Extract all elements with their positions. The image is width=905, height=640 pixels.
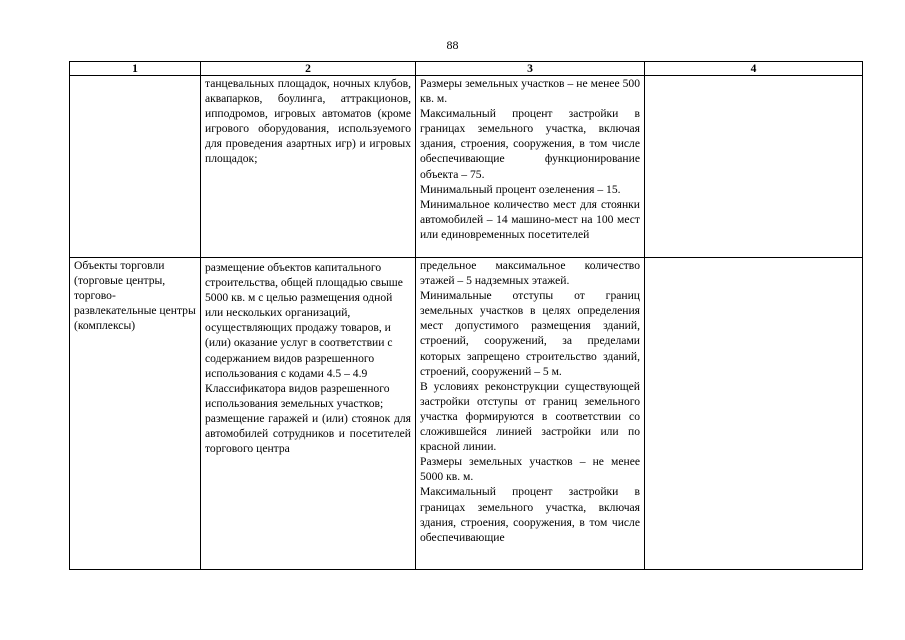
use-description-paragraph: размещение гаражей и (или) стоянок для автомобилей сотрудников и посетителей торгового центра	[205, 411, 411, 456]
parameter-paragraph: Минимальный процент озеленения – 15.	[420, 182, 621, 196]
column-header-4: 4	[645, 62, 863, 76]
parameter-paragraph: Минимальное количество мест для стоянки автомобилей – 14 машино-мест на 100 мест или единовременных посетителей	[420, 197, 640, 241]
notes-cell	[645, 258, 863, 570]
parameter-paragraph: Размеры земельных участков – не менее 5000 кв. м.	[420, 455, 640, 484]
use-description-cell	[201, 258, 416, 570]
use-description-cell	[201, 76, 416, 258]
column-header-3: 3	[416, 62, 645, 76]
parameter-paragraph: Минимальные отступы от границ земельных участков в целях определения мест допустимого размещения зданий, строений, сооружений, за пределами которых запрещено строительство зданий, строений, сооружений – 5 м.	[420, 289, 640, 378]
parameter-paragraph: предельное максимальное количество этажей – 5 надземных этажей.	[420, 259, 640, 288]
parameter-paragraph: Максимальный процент застройки в границах земельного участка, включая здания, строения, сооружения, в том числе обеспечивающие	[420, 485, 640, 544]
object-cell: Объекты торговли (торговые центры, торгово-развлекательные центры (комплексы)	[70, 258, 201, 570]
parameter-paragraph: Размеры земельных участков – не менее 500 кв. м.	[420, 77, 640, 106]
column-header-2: 2	[201, 62, 416, 76]
parameters-cell	[416, 258, 645, 570]
regulations-table	[69, 61, 863, 570]
page-number: 88	[446, 38, 459, 52]
header-row	[70, 62, 863, 76]
object-cell	[70, 76, 201, 258]
parameter-paragraph: Максимальный процент застройки в границах земельного участка, включая здания, строения, сооружения, в том числе обеспечивающие функционирование объекта – 75.	[420, 107, 640, 181]
parameter-paragraph: В условиях реконструкции существующей застройки отступы от границ земельного участка формируются в соответствии со сложившейся линией застройки или по красной линии.	[420, 379, 640, 454]
use-description-paragraph: танцевальных площадок, ночных клубов, аквапарков, боулинга, аттракционов, ипподромов, игровых автоматов (кроме игрового оборудования, используемого для проведения азартных игр) и игровых площадок;	[205, 77, 411, 166]
use-description-paragraph: размещение объектов капитального строительства, общей площадью свыше 5000 кв. м с целью размещения одной или нескольких организаций, осуществляющих продажу товаров, и (или) оказание услуг в соответствии с содержанием видов разрешенного использования с кодами 4.5 – 4.9 Классификатора видов разрешенного использования земельных участков;	[205, 261, 403, 410]
notes-cell	[645, 76, 863, 258]
table-row	[70, 258, 863, 570]
table-row	[70, 76, 863, 258]
column-header-1: 1	[70, 62, 201, 76]
parameters-cell	[416, 76, 645, 258]
